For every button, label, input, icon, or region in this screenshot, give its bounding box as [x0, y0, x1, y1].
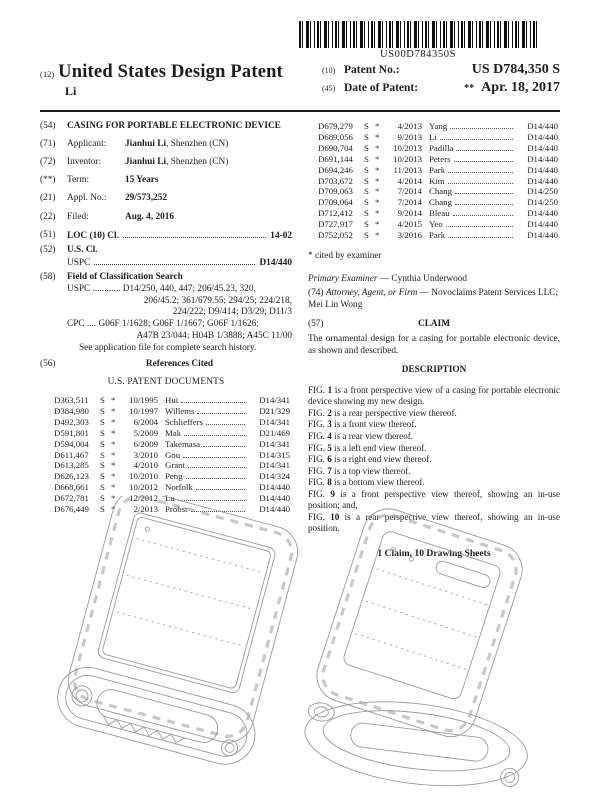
doc-kind-tag: (12): [40, 69, 55, 79]
inventor-location: , Shenzhen (CN): [166, 157, 229, 168]
dot-leader: [186, 478, 245, 479]
ref-classification: D14/324: [259, 471, 290, 482]
ref-classification: D14/341: [259, 460, 290, 471]
ref-classification: D14/341: [259, 394, 290, 405]
ref-examiner-star: *: [375, 164, 380, 175]
header-left: [40, 62, 283, 99]
inventor-surname: Li: [65, 84, 77, 98]
fig-number: 8: [327, 477, 332, 488]
dot-leader: [455, 193, 513, 194]
ref-date: 10/2013: [393, 142, 422, 153]
ref-examiner-star: *: [375, 142, 380, 153]
ref-inventor-name: Padilla: [429, 142, 454, 153]
field-appl-no: [40, 193, 292, 205]
fig-word: FIG.: [308, 488, 325, 499]
applicant-name: Jianhui Li: [125, 139, 167, 150]
dot-leader: [448, 172, 513, 173]
attorney-line: [308, 288, 560, 311]
fig-number: 10: [330, 511, 340, 522]
two-column-body: [40, 121, 560, 560]
us-patent-documents-heading: U.S. PATENT DOCUMENTS: [107, 377, 225, 388]
ref-patent-number: D668,661: [54, 482, 89, 493]
loc-label: LOC (10) Cl.: [67, 230, 119, 241]
dot-leader: [455, 204, 513, 205]
ref-examiner-star: *: [375, 121, 380, 131]
field-tag: (54): [40, 121, 56, 131]
dot-leader: [454, 161, 514, 162]
ref-date: 10/1997: [129, 405, 158, 416]
ref-examiner-star: *: [375, 208, 380, 219]
uspc-search-line: 224/222; D9/414; D3/29; D11/3: [172, 307, 292, 318]
applicant-label: Applicant:: [67, 139, 107, 150]
ref-examiner-star: *: [111, 460, 116, 471]
term-marker: **: [464, 83, 475, 94]
field-references: [40, 359, 292, 371]
ref-patent-number: D694,246: [318, 164, 353, 175]
ref-patent-number: D591,801: [54, 427, 89, 438]
examiner-label: Primary Examiner: [308, 273, 378, 284]
attorney-tag: (74): [308, 288, 324, 299]
dot-leader: [453, 215, 513, 216]
uscl-label: U.S. Cl.: [67, 245, 98, 256]
ref-date: 10/2012: [129, 482, 158, 493]
claim-sheet-count: 1 Claim, 10 Drawing Sheets: [377, 547, 491, 559]
ref-examiner-star: *: [375, 153, 380, 164]
figure-description-line: [308, 466, 560, 478]
ref-patent-number: D690,704: [318, 142, 353, 153]
field-loc-class: [40, 230, 292, 243]
ref-classification: D21/469: [259, 427, 290, 438]
fig-text: is a top view thereof.: [334, 465, 411, 476]
ref-patent-number: D676,449: [54, 504, 89, 515]
reference-row: [54, 471, 290, 482]
ref-examiner-star: *: [375, 186, 380, 197]
patent-no-tag: (10): [322, 66, 336, 75]
claim-tag: (57): [308, 319, 324, 330]
ref-date: 2/2013: [133, 504, 158, 515]
dot-leader: [196, 489, 245, 490]
barcode-block: [293, 21, 543, 60]
field-tag: (51): [40, 229, 56, 240]
reference-row: [318, 132, 558, 143]
ref-inventor-name: Norfolk: [165, 482, 193, 493]
ref-date: 4/2013: [397, 121, 422, 131]
ref-examiner-star: *: [111, 405, 116, 416]
reference-row: [54, 450, 290, 461]
field-inventor: [40, 157, 292, 169]
dot-leader: [94, 257, 255, 265]
ref-patent-number: D384,980: [54, 405, 89, 416]
fig-text: is a bottom view thereof.: [334, 477, 425, 488]
cpc-search-line: A47B 23/044; H04B 1/3888; A45C 11/00: [136, 330, 292, 341]
field-tag: (52): [40, 245, 56, 256]
patent-no-label: Patent No.:: [344, 64, 400, 76]
ref-date: 10/2010: [129, 471, 158, 482]
ref-date: 5/2009: [133, 427, 158, 438]
dot-leader: [203, 446, 245, 447]
ref-kind-code: S: [364, 186, 369, 197]
term-label: Term:: [67, 175, 90, 186]
fig-word: FIG.: [308, 465, 325, 476]
fig-word: FIG.: [308, 442, 325, 453]
ref-inventor-name: Gou: [165, 449, 181, 460]
ref-patent-number: D626,123: [54, 471, 89, 482]
reference-row: [318, 197, 558, 208]
fig-text: is a front view thereof.: [334, 419, 417, 430]
reference-row: [54, 417, 290, 428]
ref-inventor-name: Park: [429, 164, 446, 175]
reference-row: [318, 154, 558, 165]
ref-date: 4/2014: [397, 175, 422, 186]
attorney-name: Novoclaims Patent Services LLC; Mei Lin Wong: [308, 288, 559, 310]
figure-description-line: [308, 419, 560, 431]
fig-word: FIG.: [308, 419, 325, 430]
fig-word: FIG.: [308, 454, 325, 465]
page-header: [40, 62, 560, 99]
ref-inventor-name: Park: [429, 230, 446, 241]
ref-examiner-star: *: [111, 416, 116, 427]
uspc-label: USPC: [67, 257, 91, 268]
barcode-image: [299, 21, 537, 48]
ref-patent-number: D594,004: [54, 438, 89, 449]
ref-classification: D14/440: [527, 121, 558, 131]
ref-inventor-name: Mak: [165, 427, 182, 438]
ref-patent-number: D689,056: [318, 131, 353, 142]
ref-kind-code: S: [364, 175, 369, 186]
fig-text: is a right end view thereof.: [334, 454, 432, 465]
ref-kind-code: S: [100, 405, 105, 416]
ref-inventor-name: Probst: [165, 504, 188, 515]
ref-kind-code: S: [100, 416, 105, 427]
header-rule: [40, 110, 560, 112]
reference-row: [54, 406, 290, 417]
ref-date: 9/2014: [397, 208, 422, 219]
ref-classification: D14/440: [527, 164, 558, 175]
reference-row: [318, 143, 558, 154]
ref-inventor-name: Chang: [429, 186, 452, 197]
field-us-class: [40, 245, 292, 269]
ref-examiner-star: *: [111, 482, 116, 493]
reference-row: [318, 208, 558, 219]
uspc-search-line: 206/45.2; 361/679.55; 294/25; 224/218,: [143, 295, 292, 306]
dot-leader: [123, 230, 266, 238]
fig-number: 9: [330, 488, 335, 499]
ref-date: 10/1995: [129, 394, 158, 405]
ref-inventor-name: Kim: [429, 175, 445, 186]
ref-patent-number: D752,052: [318, 230, 353, 241]
header-right: [322, 62, 560, 99]
reference-row: [54, 395, 290, 406]
reference-row: [318, 165, 558, 176]
references-table-right: [318, 121, 558, 241]
ref-date: 12/2012: [129, 493, 158, 504]
field-tag: (22): [40, 211, 56, 222]
ref-inventor-name: Bleau: [429, 208, 450, 219]
ref-classification: D14/440: [527, 153, 558, 164]
attorney-label: Attorney, Agent, or Firm: [325, 288, 418, 299]
ref-examiner-star: *: [375, 230, 380, 241]
em-dash: —: [419, 288, 429, 299]
dot-leader: [206, 424, 245, 425]
document-title: United States Design Patent: [58, 62, 283, 82]
ref-kind-code: S: [100, 394, 105, 405]
ref-date: 4/2015: [397, 219, 422, 230]
ref-examiner-star: *: [375, 219, 380, 230]
ref-inventor-name: Peng: [165, 471, 183, 482]
ref-classification: D14/250: [527, 186, 558, 197]
ref-classification: D14/440: [527, 175, 558, 186]
ref-date: 3/2016: [397, 230, 422, 241]
uspc-value: D14/440: [259, 257, 292, 268]
dot-leader: [448, 237, 513, 238]
field-term: [40, 175, 292, 187]
ref-inventor-name: Grant: [165, 460, 186, 471]
fig-word: FIG.: [308, 384, 325, 395]
term-value: 15 Years: [125, 175, 159, 186]
field-tag: (21): [40, 193, 56, 204]
figure-description-line: [308, 408, 560, 420]
patent-number: US D784,350 S: [471, 62, 560, 77]
dot-leader: [446, 226, 513, 227]
ref-classification: D14/440: [259, 493, 290, 504]
claim-heading-row: [308, 319, 560, 331]
reference-row: [54, 482, 290, 493]
field-applicant: [40, 139, 292, 151]
ref-date: 4/2010: [133, 460, 158, 471]
ref-examiner-star: *: [111, 504, 116, 515]
dot-leader: [188, 467, 245, 468]
ref-kind-code: S: [100, 482, 105, 493]
ref-examiner-star: *: [111, 471, 116, 482]
fig-text: is a front perspective view of a casing for portable electronic device showing my new design.: [308, 384, 560, 407]
ref-patent-number: D611,467: [54, 449, 89, 460]
ref-kind-code: S: [100, 427, 105, 438]
filed-value: Aug. 4, 2016: [125, 211, 175, 222]
ref-classification: D14/250: [527, 197, 558, 208]
patent-date: Apr. 18, 2017: [481, 80, 560, 95]
ref-examiner-star: *: [111, 449, 116, 460]
ref-kind-code: S: [364, 153, 369, 164]
ref-classification: D14/440: [259, 482, 290, 493]
appl-no-label: Appl. No.:: [67, 193, 107, 204]
primary-examiner-line: [308, 274, 560, 286]
ref-classification: D14/440: [527, 230, 558, 241]
ref-inventor-name: Schlieffers: [165, 416, 203, 427]
loc-value: 14-02: [270, 230, 292, 241]
fig-text: is a rear perspective view thereof, showing an in-use position.: [308, 511, 561, 534]
ref-kind-code: S: [364, 219, 369, 230]
dot-leader: [448, 183, 513, 184]
ref-date: 6/2004: [133, 416, 158, 427]
ref-patent-number: D703,672: [318, 175, 353, 186]
ref-inventor-name: Hui: [165, 394, 179, 405]
ref-classification: D14/440: [527, 142, 558, 153]
filed-label: Filed:: [67, 211, 89, 222]
field-filed: [40, 212, 292, 224]
claim-heading: CLAIM: [417, 319, 451, 330]
fig-number: 3: [327, 419, 332, 430]
ref-date: 11/2013: [393, 164, 422, 175]
reference-row: [54, 428, 290, 439]
field-search-label: Field of Classification Search: [67, 272, 183, 283]
ref-patent-number: D492,303: [54, 416, 89, 427]
ref-date: 9/2013: [397, 131, 422, 142]
ref-classification: D14/440: [527, 219, 558, 230]
examiner-name: Cynthia Underwood: [391, 273, 468, 284]
left-column: [40, 121, 292, 560]
dot-leader: [450, 128, 513, 129]
field-tag: (58): [40, 272, 56, 283]
ref-patent-number: D709,063: [318, 186, 353, 197]
fig-word: FIG.: [308, 431, 325, 442]
ref-kind-code: S: [364, 131, 369, 142]
ref-patent-number: D613,285: [54, 460, 89, 471]
invention-title: CASING FOR PORTABLE ELECTRONIC DEVICE: [67, 121, 281, 131]
ref-inventor-name: Li: [429, 131, 437, 142]
right-column: [308, 121, 560, 560]
references-heading: References Cited: [145, 358, 214, 369]
ref-kind-code: S: [100, 438, 105, 449]
dot-leader: [184, 435, 245, 436]
dot-leader: [440, 139, 513, 140]
ref-classification: D21/329: [259, 405, 290, 416]
reference-row: [318, 230, 558, 241]
ref-kind-code: S: [364, 164, 369, 175]
reference-row: [54, 460, 290, 471]
ref-classification: D14/440: [527, 208, 558, 219]
ref-inventor-name: Peters: [429, 153, 451, 164]
ref-examiner-star: *: [111, 427, 116, 438]
ref-examiner-star: *: [111, 394, 116, 405]
ref-examiner-star: *: [375, 197, 380, 208]
ref-patent-number: D691,144: [318, 153, 353, 164]
field-tag: (72): [40, 157, 56, 168]
ref-date: 7/2014: [397, 186, 422, 197]
fig-word: FIG.: [308, 407, 325, 418]
fig-text: is a left end view thereof.: [334, 442, 427, 453]
dot-leader: [197, 413, 245, 414]
ref-patent-number: D712,412: [318, 208, 353, 219]
ref-kind-code: S: [364, 142, 369, 153]
fig-number: 7: [327, 465, 332, 476]
ref-examiner-star: *: [375, 131, 380, 142]
appl-no-value: 29/573,252: [125, 193, 168, 204]
ref-patent-number: D709,064: [318, 197, 353, 208]
ref-kind-code: S: [364, 197, 369, 208]
fig-text: is a rear perspective view thereof.: [334, 407, 457, 418]
barcode-text: US00D784350S: [379, 49, 457, 60]
claim-text: The ornamental design for a casing for portable electronic device, as shown and described.: [308, 334, 560, 356]
ref-kind-code: S: [100, 493, 105, 504]
inventor-name: Jianhui Li: [125, 157, 167, 168]
inventor-label: Inventor:: [67, 157, 102, 168]
fig-number: 6: [327, 454, 332, 465]
date-label: Date of Patent:: [344, 82, 419, 94]
field-tag: (**): [40, 175, 56, 186]
ref-kind-code: S: [100, 504, 105, 515]
ref-inventor-name: Yang: [429, 121, 448, 131]
ref-patent-number: D727,917: [318, 219, 353, 230]
ref-date: 3/2010: [133, 449, 158, 460]
cited-by-examiner-note: * cited by examiner: [308, 250, 382, 261]
ref-inventor-name: Willems: [165, 405, 195, 416]
dot-leader: [183, 457, 245, 458]
ref-classification: D14/341: [259, 416, 290, 427]
fig-word: FIG.: [308, 511, 325, 522]
ref-date: 10/2013: [393, 153, 422, 164]
ref-inventor-name: Yeo: [429, 219, 443, 230]
field-search: [40, 272, 292, 354]
reference-row: [318, 186, 558, 197]
uspc-search-line: USPC ............ D14/250, 440, 447; 206/45.23, 320,: [67, 284, 256, 295]
ref-patent-number: D679,279: [318, 121, 353, 131]
ref-inventor-name: Takemasa: [165, 438, 201, 449]
fig-text: is a front perspective view thereof, showing an in-use position; and,: [308, 488, 560, 511]
figure-description-line: [308, 385, 560, 408]
ref-classification: D14/315: [259, 449, 290, 460]
figure-description-line: [308, 454, 560, 466]
figure-description-line: [308, 431, 560, 443]
ref-kind-code: S: [100, 449, 105, 460]
reference-row: [318, 219, 558, 230]
drawing-rear-perspective: [288, 500, 552, 800]
fig-word: FIG.: [308, 477, 325, 488]
fig-number: 4: [327, 431, 332, 442]
ref-date: 6/2009: [133, 438, 158, 449]
ref-patent-number: D363,511: [54, 394, 89, 405]
ref-classification: D14/440: [527, 131, 558, 142]
field-tag: (56): [40, 358, 56, 369]
em-dash: —: [379, 273, 390, 284]
ref-patent-number: D672,781: [54, 493, 89, 504]
cpc-search-line: CPC .... G06F 1/1628; G06F 1/1667; G06F 1/1626;: [67, 318, 259, 329]
ref-date: 7/2014: [397, 197, 422, 208]
fig-number: 1: [327, 384, 333, 395]
reference-row: [318, 176, 558, 187]
fig-number: 2: [327, 407, 332, 418]
ref-examiner-star: *: [111, 438, 116, 449]
ref-kind-code: S: [364, 230, 369, 241]
ref-inventor-name: Lu: [165, 493, 175, 504]
reference-row: [54, 439, 290, 450]
ref-kind-code: S: [100, 471, 105, 482]
figure-description-line: [308, 443, 560, 455]
fig-text: is a rear view thereof.: [334, 431, 414, 442]
drawing-front-perspective: [52, 496, 300, 798]
field-title: [40, 121, 292, 133]
dot-leader: [181, 402, 245, 403]
ref-examiner-star: *: [111, 493, 116, 504]
ref-kind-code: S: [100, 460, 105, 471]
field-tag: (71): [40, 139, 56, 150]
ref-examiner-star: *: [375, 175, 380, 186]
description-heading: DESCRIPTION: [401, 365, 467, 376]
reference-row: [318, 121, 558, 132]
applicant-location: , Shenzhen (CN): [166, 139, 229, 150]
ref-classification: D14/440: [259, 504, 290, 515]
ref-kind-code: S: [364, 208, 369, 219]
ref-classification: D14/341: [259, 438, 290, 449]
dot-leader: [456, 150, 513, 151]
date-tag: (45): [322, 84, 336, 93]
ref-inventor-name: Chang: [429, 197, 452, 208]
ref-kind-code: S: [364, 121, 369, 131]
search-history-note: See application file for complete search history.: [79, 343, 257, 354]
figure-description-line: [308, 477, 560, 489]
fig-number: 5: [327, 442, 332, 453]
